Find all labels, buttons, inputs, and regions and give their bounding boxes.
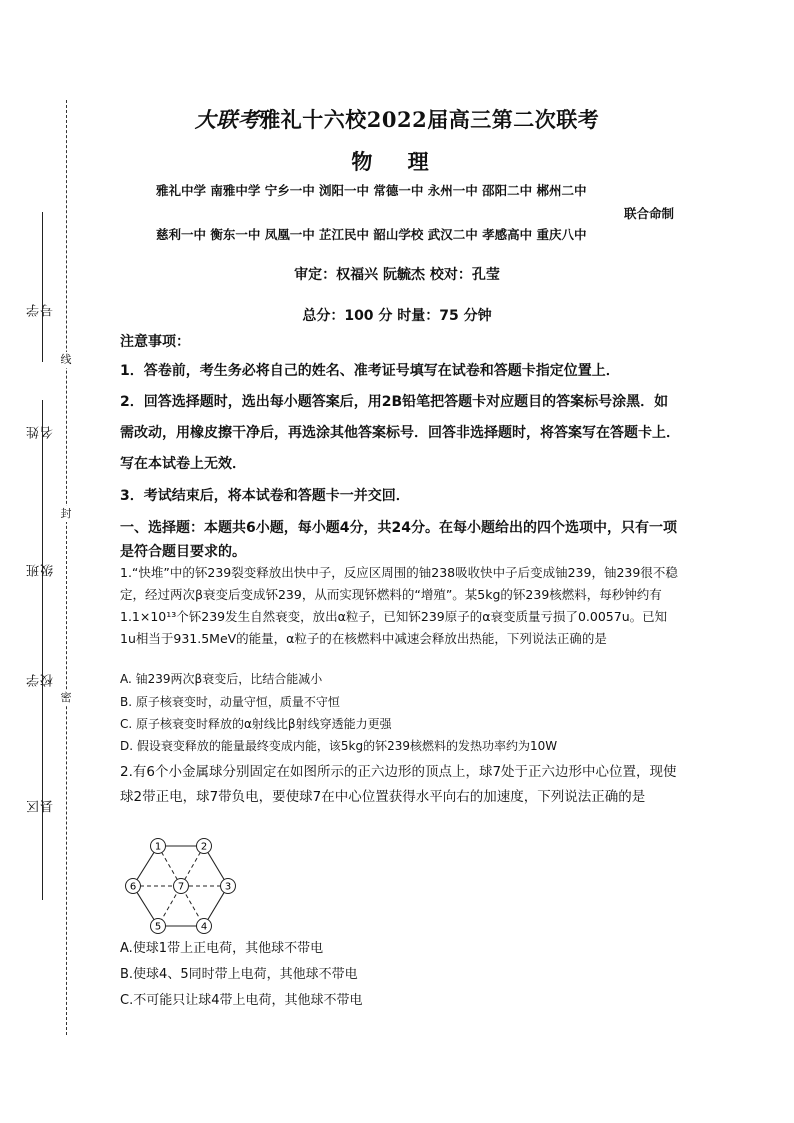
- field-district-rule: [42, 780, 43, 900]
- field-name-label: 姓名: [27, 426, 56, 439]
- q1-option-d: D. 假设衰变释放的能量最终变成内能，该5kg的钚239核燃料的发热功率约为10W: [120, 739, 558, 753]
- exam-title: [0, 104, 794, 134]
- field-class-rule: [42, 540, 43, 660]
- q1-option-b: B. 原子核衰变时，动量守恒，质量不守恒: [120, 695, 340, 709]
- field-student-id-label: 学号: [27, 304, 56, 317]
- hexagon-diagram: [118, 834, 246, 944]
- svg-text:5: 5: [154, 921, 162, 933]
- field-student-id-rule: [42, 212, 43, 362]
- field-name-rule: [42, 400, 43, 560]
- svg-text:7: 7: [177, 881, 185, 893]
- ball-6: [126, 879, 141, 894]
- svg-text:2: 2: [200, 841, 208, 853]
- q1-option-c: C. 原子核衰变时释放的α射线比β射线穿透能力更强: [120, 717, 392, 731]
- q2-option-c: C.不可能只让球4带上电荷，其他球不带电: [120, 993, 363, 1008]
- schools-line-1: 雅礼中学 南雅中学 宁乡一中 浏阳一中 常德一中 永州一中 邵阳二中 郴州二中: [156, 183, 587, 198]
- svg-text:4: 4: [200, 921, 208, 933]
- exam-subject: 物 理: [351, 149, 443, 174]
- note-3: 3．考试结束后，将本试卷和答题卡一并交回．: [120, 488, 410, 504]
- ball-1: [151, 839, 166, 854]
- note-1: 1．答卷前，考生务必将自己的姓名、准考证号填写在试卷和答题卡指定位置上．: [120, 363, 620, 379]
- q2-stem: 2.有6个小金属球分别固定在如图所示的正六边形的顶点上，球7处于正六边形中心位置，现使球2带正电，球7带负电，要使球7在中心位置获得水平向右的加速度，下列说法正确的是: [120, 764, 677, 805]
- ball-2: [197, 839, 212, 854]
- svg-text:3: 3: [224, 881, 232, 893]
- q1-option-a: A. 铀239两次β衰变后，比结合能减小: [120, 672, 323, 686]
- q2-option-b: B.使球4、5同时带上电荷，其他球不带电: [120, 967, 358, 982]
- joint-authorship: 联合命制: [624, 206, 675, 221]
- exam-brand: 大联考: [194, 107, 260, 132]
- ball-5: [151, 919, 166, 934]
- ball-7: [174, 879, 189, 894]
- q2-option-a: A.使球1带上正电荷，其他球不带电: [120, 941, 324, 956]
- exam-title-text: 雅礼十六校2022届高三第二次联考: [259, 107, 600, 132]
- svg-text:6: 6: [129, 881, 137, 893]
- field-district-label: 区县: [27, 800, 56, 813]
- seal-char-feng: 封: [60, 507, 72, 520]
- schools-line-2: 慈利一中 衡东一中 凤凰一中 芷江民中 韶山学校 武汉二中 孝感高中 重庆八中: [156, 227, 587, 242]
- reviewers-line: 审定：权福兴 阮毓杰 校对：孔莹: [294, 267, 500, 283]
- seal-char-mi: 密: [60, 691, 72, 704]
- q1-stem: 1.“快堆”中的钚239裂变释放出快中子，反应区周围的铀238吸收快中子后变成铀239，铀239很不稳定，经过两次β衰变后变成钚239，从而实现钚燃料的“增殖”。某5kg的钚239核燃料，每秒钟约有1.1×10¹³个钚239发生自然衰变，放出α粒子，已知钚239原子的α衰变质量亏损了0.0057u。已知1u相当于931.5MeV的能量，α粒子的在核燃料中减速会释放出热能，下列说法正确的是: [120, 565, 678, 646]
- ball-3: [221, 879, 236, 894]
- svg-text:1: 1: [154, 841, 162, 853]
- section-heading: 一、选择题：本题共6小题，每小题4分，共24分。在每小题给出的四个选项中，只有一项是符合题目要求的。: [120, 520, 677, 560]
- field-class-label: 班级: [27, 564, 56, 577]
- seal-dashed-line: [66, 100, 67, 1035]
- score-time-line: 总分：100 分 时量：75 分钟: [302, 308, 492, 324]
- seal-char-xian: 线: [60, 353, 72, 366]
- ball-4: [197, 919, 212, 934]
- notes-heading: 注意事项：: [120, 334, 190, 350]
- field-school-label: 学校: [27, 674, 56, 687]
- note-2: 2．回答选择题时，选出每小题答案后，用2B铅笔把答题卡对应题目的答案标号涂黑．如需改动，用橡皮擦干净后，再选涂其他答案标号．回答非选择题时，将答案写在答题卡上．写在本试卷上无效．: [120, 394, 680, 472]
